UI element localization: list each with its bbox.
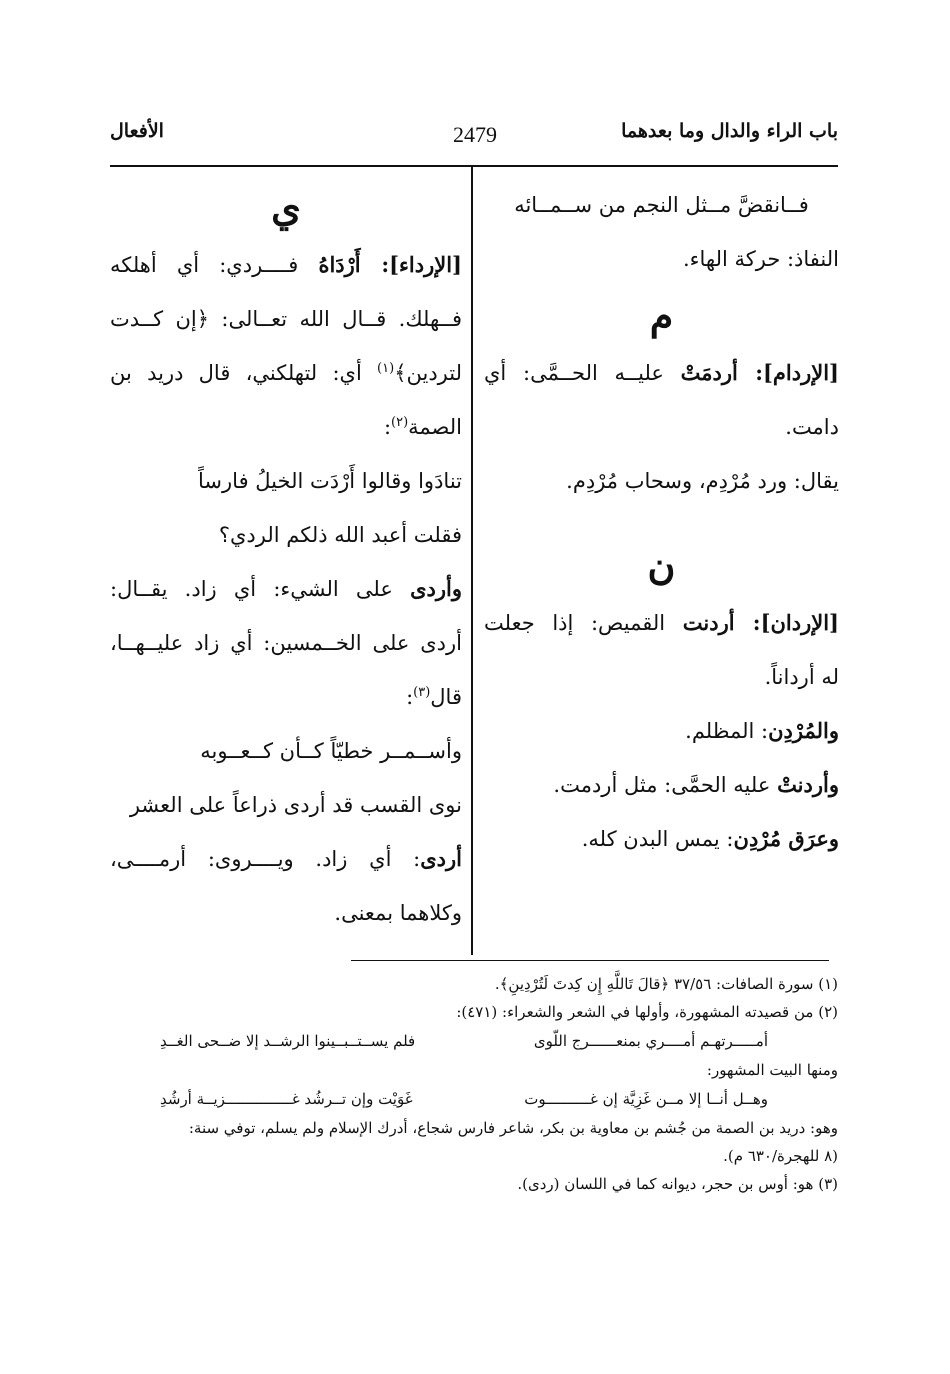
entry-text: الصمة <box>408 415 462 439</box>
entry-text: : <box>383 415 392 439</box>
column-divider <box>471 165 473 955</box>
verse-line: وأســمــر خطيّاً كــأن كــعــوبه <box>200 739 462 763</box>
letter-heading-mim: م <box>649 293 674 338</box>
page-number: 2479 <box>453 122 497 147</box>
footnotes <box>110 970 838 1198</box>
entry-line: وكلاهما بمعنى. <box>334 901 462 925</box>
left-column <box>110 178 462 940</box>
entry-line: له أرداناً. <box>764 665 839 689</box>
entry-text: قال <box>430 685 462 709</box>
entry-irda <box>110 238 462 292</box>
footnote-ref: (٢) <box>391 415 409 430</box>
entry-line: يقال: ورد مُرْدِم، وسحاب مُرْدِم. <box>566 469 839 493</box>
entry-line: دامت. <box>785 415 839 439</box>
entry-text: القميص: إذا جعلت <box>484 611 683 635</box>
entry-text: : <box>406 685 414 709</box>
verse-line: تنادَوا وقالوا أَرْدَت الخيلُ فارساً <box>198 469 462 493</box>
entry-text: عليه الحمَّى: مثل أردمت. <box>553 773 778 797</box>
entry-irdan <box>484 596 839 650</box>
entry-arda2 <box>110 832 462 886</box>
header-rule <box>110 165 838 167</box>
footnote-verse <box>110 1026 838 1056</box>
entry-headword: وعرَق مُرْدِن <box>733 826 839 851</box>
footnote-verse <box>110 1084 838 1114</box>
letter-heading-ya: ي <box>271 185 301 230</box>
entry-headword: والمُرْدِن <box>768 718 839 743</box>
entry-headword: وأردى <box>410 576 462 601</box>
entry-text: : أي زاد. ويــــروى: أرمــــى، <box>110 847 421 871</box>
verse-hemistich: وهــل أنــا إلا مــن غَزِيَّة إن غــــــــــوت <box>524 1090 768 1108</box>
entry-text: : يمس البدن كله. <box>581 827 734 851</box>
footnote-ref: (٣) <box>413 685 431 700</box>
entry-ardanat <box>484 758 839 812</box>
verse-line: فقلت أعبد الله ذلكم الردي؟ <box>218 523 462 547</box>
section-title: الأفعال <box>110 120 164 142</box>
entry-text: فــــردي: أي أهلكه <box>110 253 319 277</box>
entry-irq <box>484 812 839 866</box>
entry-line: النفاذ: حركة الهاء. <box>682 247 839 271</box>
footnote-1: (١) سورة الصافات: ٣٧/٥٦ ﴿قالَ تَاللَّهِ إِن كِدتَ لَتُرْدِينِ﴾. <box>494 975 838 993</box>
footnote-2: (٢) من قصيدته المشهورة، وأولها في الشعر والشعراء: (٤٧١): <box>456 1003 838 1021</box>
footnote-rule <box>351 960 829 961</box>
entry-line: فــهلك. قــال الله تعــالى: ﴿إن كــدت <box>110 307 462 331</box>
entry-line <box>110 400 462 454</box>
verse-hemistich: فلم يســتــبــينوا الرشــد إلا ضــحى الغــدِ <box>160 1032 416 1050</box>
entry-arda <box>110 562 462 616</box>
entry-headword: [الإردام]: أردمَتْ <box>680 360 839 385</box>
entry-idram <box>484 346 839 400</box>
verse-line: نوى القسب قد أردى ذراعاً على العشر <box>129 793 462 817</box>
entry-text: أي: لتهلكني، قال دريد بن <box>110 361 378 385</box>
right-column <box>484 178 839 866</box>
entry-text: على الشيء: أي زاد. يقــال: <box>110 577 411 601</box>
verse-line: فــانقضَّ مــثل النجم من ســمــائه <box>514 193 809 217</box>
chapter-title: باب الراء والدال وما بعدهما <box>621 120 838 142</box>
verse-hemistich: أمـــــرتهـم أمــــري بمنعــــــرج اللّوى <box>533 1032 768 1050</box>
entry-headword: [الإردان]: أردنت <box>682 610 839 635</box>
entry-line <box>110 670 462 724</box>
verse-hemistich: غَوَيْت وإن تــرشُد غـــــــــــــــزيــة أرشُدِ <box>160 1090 413 1108</box>
footnote-2-text: (٨ للهجرة/٦٣٠ م). <box>723 1147 838 1165</box>
entry-text: عليــه الحــمَّى: أي <box>484 361 681 385</box>
footnote-2-text: ومنها البيت المشهور: <box>706 1061 838 1079</box>
footnote-2-text: وهو: دريد بن الصمة من جُشم بن معاوية بن بكر، شاعر فارس شجاع، أدرك الإسلام ولم يسلم، توفي سنة: <box>188 1119 838 1137</box>
footnote-3: (٣) هو: أوس بن حجر، ديوانه كما في اللسان (ردى). <box>517 1175 838 1193</box>
entry-line <box>110 346 462 400</box>
entry-headword: أردى <box>420 846 462 871</box>
entry-headword: وأردنتْ <box>777 772 839 797</box>
footnote-ref: (١) <box>377 361 395 376</box>
entry-line: أردى على الخــمسين: أي زاد عليــهــا، <box>110 631 462 655</box>
entry-headword: [الإرداء]: أَرْدَاهُ <box>318 252 462 277</box>
letter-heading-nun: ن <box>647 543 676 588</box>
entry-text: لتردين﴾ <box>394 361 462 385</box>
entry-murdin <box>484 704 839 758</box>
entry-text: : المظلم. <box>685 719 769 743</box>
